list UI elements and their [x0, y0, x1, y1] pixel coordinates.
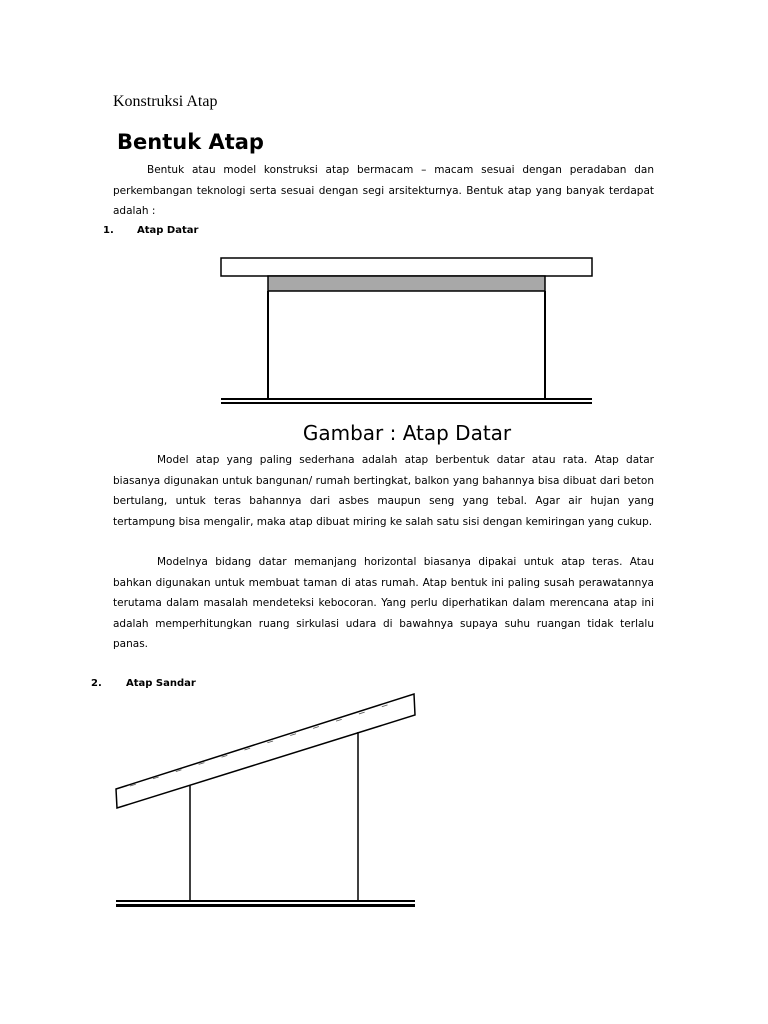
lean-to-ground-line-bottom	[116, 904, 415, 907]
document-title: Konstruksi Atap	[113, 93, 218, 110]
flat-roof-ground-line-top	[221, 398, 592, 400]
lean-to-roof-slab	[116, 694, 415, 808]
paragraph-2: Modelnya bidang datar memanjang horizontal biasanya dipakai untuk atap teras. Atau bahkan digunakan untuk membuat taman di atas rumah. Atap bentuk ini paling susah perawatannya terutama dalam masalah mendeteksi kebocoran. Yang perlu diperhatikan dalam merencana atap ini adalah memperhitungkan ruang sirkulasi udara di bawahnya supaya suhu ruangan tidak terlalu panas.	[113, 556, 654, 650]
flat-roof-ground-line-bottom	[221, 402, 592, 404]
intro-paragraph: Bentuk atau model konstruksi atap bermacam – macam sesuai dengan peradaban dan perkembangan teknologi serta sesuai dengan segi arsitekturnya. Bentuk atap yang banyak terdapat adalah :	[113, 164, 654, 217]
list-number-1: 1.	[103, 225, 114, 236]
list-number-2: 2.	[91, 678, 102, 689]
section-heading: Bentuk Atap	[117, 130, 264, 154]
lean-to-ground-line-top	[116, 900, 415, 902]
list-label-atap-datar: Atap Datar	[137, 225, 199, 236]
paragraph-1: Model atap yang paling sederhana adalah atap berbentuk datar atau rata. Atap datar biasanya digunakan untuk bangunan/ rumah bertingkat, balkon yang bahannya bisa dibuat dari beton bertulang, untuk teras bahannya dari asbes maupun seng yang tebal. Agar air hujan yang tertampung bisa mengalir, maka atap dibuat miring ke salah satu sisi dengan kemiringan yang cukup.	[113, 454, 654, 528]
list-label-atap-sandar: Atap Sandar	[126, 678, 196, 689]
figure1-caption: Gambar : Atap Datar	[302, 421, 512, 445]
lean-to-roof-texture	[130, 701, 400, 786]
flat-roof-beam	[268, 276, 545, 291]
flat-roof-slab	[221, 258, 592, 276]
